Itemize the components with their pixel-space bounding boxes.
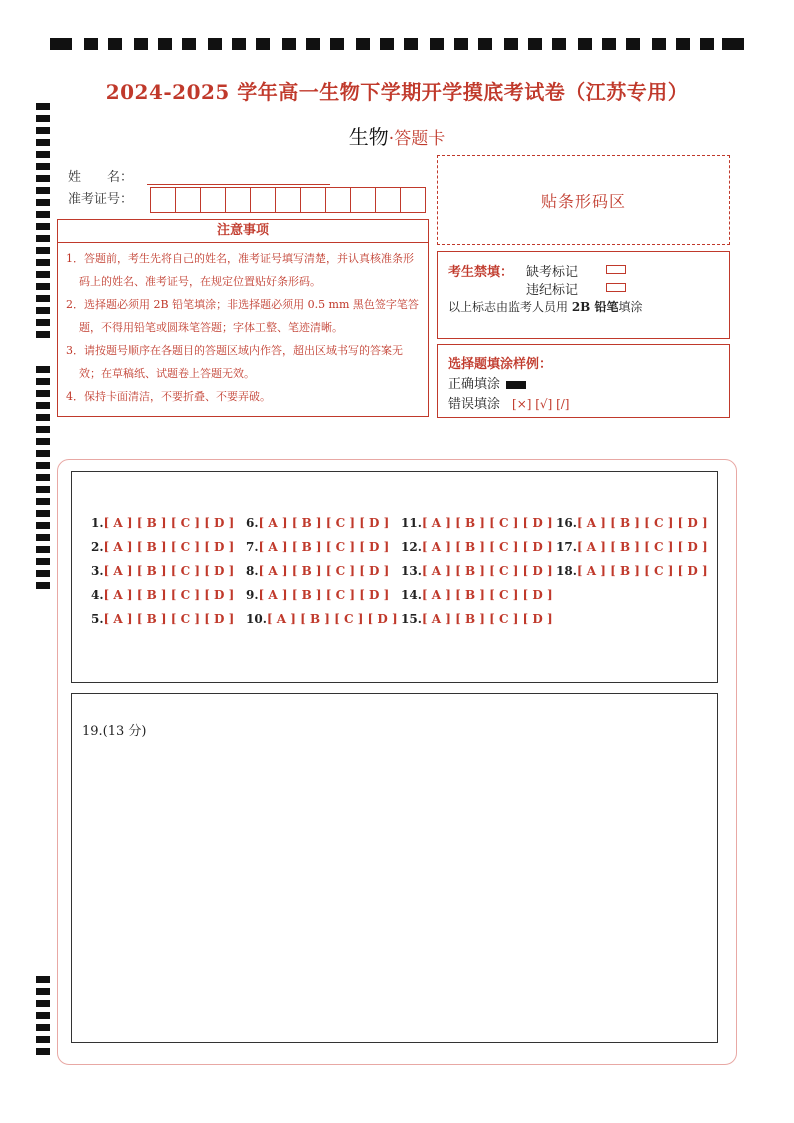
question-row[interactable]: 7.[ A ] [ B ] [ C ] [ D ] xyxy=(246,540,390,554)
absent-mark-label: 缺考标记 xyxy=(526,265,579,280)
barcode-area xyxy=(437,155,730,245)
question-row[interactable]: 1.[ A ] [ B ] [ C ] [ D ] xyxy=(91,516,235,530)
side-timing-marks-middle xyxy=(36,366,52,594)
question-row[interactable]: 15.[ A ] [ B ] [ C ] [ D ] xyxy=(401,612,553,626)
question-row[interactable]: 2.[ A ] [ B ] [ C ] [ D ] xyxy=(91,540,235,554)
correct-fill-row: 正确填涂 xyxy=(448,373,526,392)
question-row[interactable]: 17.[ A ] [ B ] [ C ] [ D ] xyxy=(556,540,708,554)
question-row[interactable]: 6.[ A ] [ B ] [ C ] [ D ] xyxy=(246,516,390,530)
free-response-box[interactable] xyxy=(71,693,718,1043)
examiner-only-panel xyxy=(437,251,730,339)
id-label: 准考证号： xyxy=(68,192,134,207)
question-row[interactable]: 18.[ A ] [ B ] [ C ] [ D ] xyxy=(556,564,708,578)
question-row[interactable]: 4.[ A ] [ B ] [ C ] [ D ] xyxy=(91,588,235,602)
absent-mark-box[interactable] xyxy=(606,265,626,274)
wrong-fill-row: 错误填涂 [×] [√] [/] xyxy=(448,397,570,412)
notice-panel xyxy=(57,219,429,417)
violation-mark-box[interactable] xyxy=(606,283,626,292)
subject-name: 生物 xyxy=(348,125,389,149)
question-19-label: 19.(13 分) xyxy=(82,724,147,739)
barcode-label: 贴条形码区 xyxy=(540,191,626,211)
name-label: 姓 名： xyxy=(68,170,134,185)
wrong-marks: [×] [√] [/] xyxy=(512,397,570,411)
fill-sample-panel xyxy=(437,344,730,418)
card-label: ·答题卡 xyxy=(388,129,446,149)
question-row[interactable]: 8.[ A ] [ B ] [ C ] [ D ] xyxy=(246,564,390,578)
name-row xyxy=(68,166,330,185)
question-row[interactable]: 12.[ A ] [ B ] [ C ] [ D ] xyxy=(401,540,553,554)
notice-heading: 注意事项 xyxy=(58,220,428,243)
top-timing-marks xyxy=(50,38,745,52)
side-timing-marks-lower xyxy=(36,976,52,1060)
sample-heading: 选择题填涂样例： xyxy=(448,357,553,372)
notice-item: 1．答题前，考生先将自己的姓名，准考证号填写清楚，并认真核准条形码上的姓名、准考证号，在规定位置贴好条形码。 xyxy=(66,252,414,288)
question-row[interactable]: 13.[ A ] [ B ] [ C ] [ D ] xyxy=(401,564,553,578)
notice-item: 2．选择题必须用 2B 铅笔填涂；非选择题必须用 0.5 mm 黑色签字笔答题，不得用铅笔或圆珠笔答题；字体工整、笔迹清晰。 xyxy=(66,298,419,334)
question-row[interactable]: 3.[ A ] [ B ] [ C ] [ D ] xyxy=(91,564,235,578)
filled-mark xyxy=(506,381,526,389)
notice-item: 4．保持卡面清洁，不要折叠、不要弄破。 xyxy=(66,390,271,403)
name-field[interactable] xyxy=(147,172,330,185)
question-row[interactable]: 9.[ A ] [ B ] [ C ] [ D ] xyxy=(246,588,390,602)
card-subtitle xyxy=(0,121,794,150)
examiner-note: 以上标志由监考人员用 2B 铅笔填涂 xyxy=(448,300,643,314)
notice-item: 3．请按题号顺序在各题目的答题区域内作答，超出区域书写的答案无效；在草稿纸、试题卷上答题无效。 xyxy=(66,344,403,380)
question-row[interactable]: 14.[ A ] [ B ] [ C ] [ D ] xyxy=(401,588,553,602)
id-number-boxes[interactable] xyxy=(151,187,426,213)
question-row[interactable]: 5.[ A ] [ B ] [ C ] [ D ] xyxy=(91,612,235,626)
forbidden-label: 考生禁填： xyxy=(448,265,514,280)
exam-title: 2024-2025 学年高一生物下学期开学摸底考试卷（江苏专用） xyxy=(105,80,689,104)
question-row[interactable]: 16.[ A ] [ B ] [ C ] [ D ] xyxy=(556,516,708,530)
question-row[interactable]: 11.[ A ] [ B ] [ C ] [ D ] xyxy=(401,516,553,530)
question-row[interactable]: 10.[ A ] [ B ] [ C ] [ D ] xyxy=(246,612,398,626)
violation-mark-label: 违纪标记 xyxy=(526,283,579,298)
